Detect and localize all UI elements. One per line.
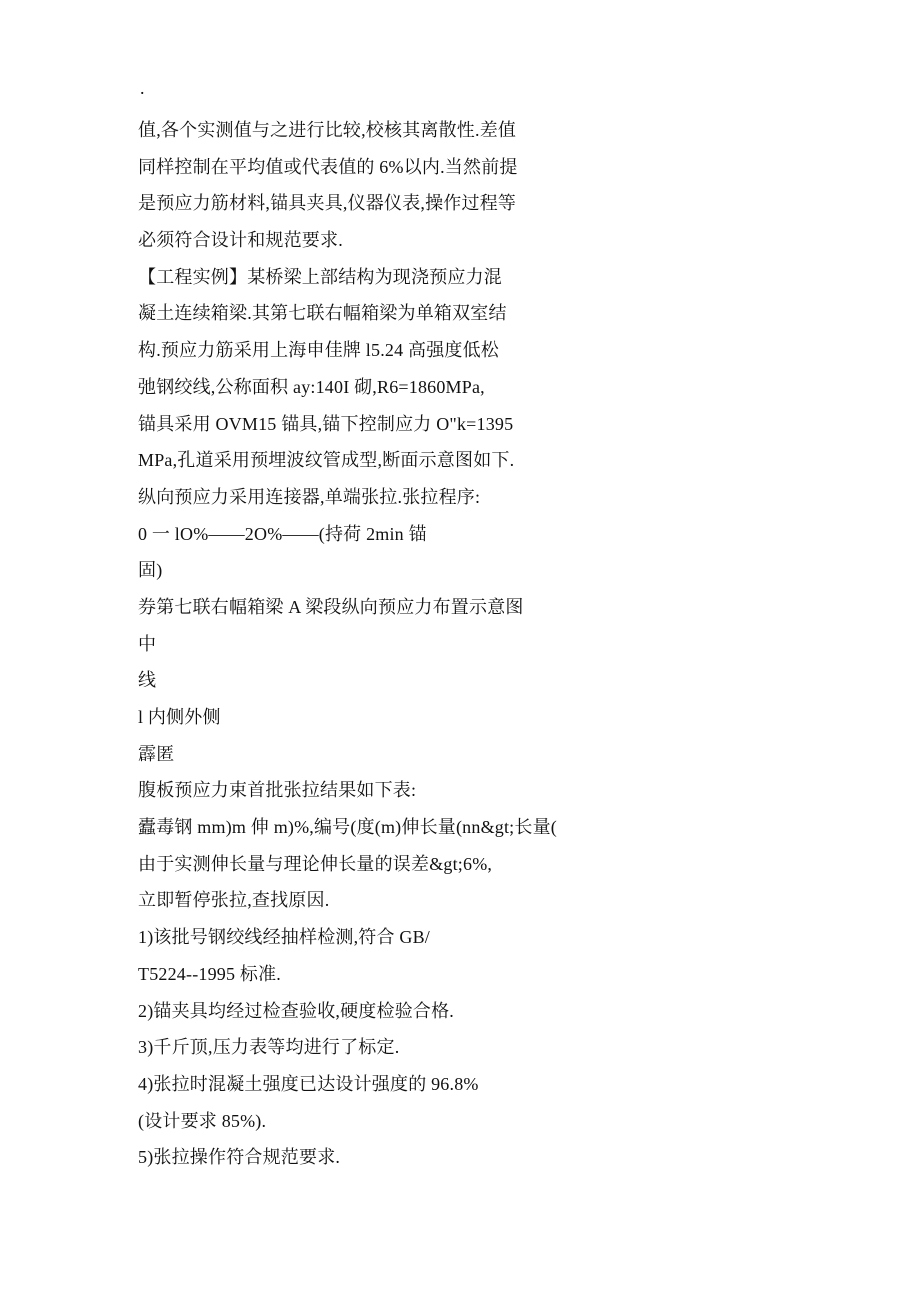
text-line: 线	[138, 670, 157, 691]
text-line: 弛钢绞线,公称面积 ay:140I 砌,R6=1860MPa,	[138, 376, 485, 397]
text-line: 由于实测伸长量与理论伸长量的误差&gt;6%,	[138, 853, 493, 874]
text-line: 5)张拉操作符合规范要求.	[138, 1147, 341, 1168]
text-line: 必须符合设计和规范要求.	[138, 230, 343, 251]
text-line: 霹匿	[138, 743, 175, 764]
text-line: 值,各个实测值与之进行比较,校核其离散性.差值	[138, 120, 517, 140]
text-line: 券第七联右幅箱梁 A 梁段纵向预应力布置示意图	[138, 596, 524, 617]
text-line: 凝土连续箱梁.其第七联右幅箱梁为单箱双室结	[138, 303, 507, 324]
text-line: 构.预应力筋采用上海申佳牌 l5.24 高强度低松	[138, 340, 499, 361]
text-line: 2)锚夹具均经过检查验收,硬度检验合格.	[138, 1000, 454, 1021]
text-line: 腹板预应力束首批张拉结果如下表:	[138, 780, 417, 801]
text-line: 4)张拉时混凝土强度已达设计强度的 96.8%	[138, 1073, 479, 1094]
text-line: 纵向预应力采用连接器,单端张拉.张拉程序:	[138, 486, 481, 507]
text-line: 中	[138, 633, 157, 654]
text-line: 同样控制在平均值或代表值的 6%以内.当然前提	[138, 156, 518, 177]
text-line: T5224--1995 标准.	[138, 963, 281, 984]
text-line: 锚具采用 OVM15 锚具,锚下控制应力 O"k=1395	[138, 413, 514, 434]
text-line: 【工程实例】某桥梁上部结构为现浇预应力混	[138, 266, 502, 287]
text-line: 0 一 lO%——2O%——(持荷 2min 锚	[138, 523, 427, 544]
text-line: (设计要求 85%).	[138, 1110, 267, 1131]
text-line: 蠹毒钢 mm)m 伸 m)%,编号(度(m)伸长量(nn&gt;长量(	[138, 817, 557, 838]
text-line: MPa,孔道采用预埋波纹管成型,断面示意图如下.	[138, 450, 515, 471]
text-line: 固)	[138, 560, 163, 581]
page-top-mark: .	[140, 78, 145, 98]
text-line: l 内侧外侧	[138, 707, 221, 727]
text-line: 是预应力筋材料,锚具夹具,仪器仪表,操作过程等	[138, 193, 517, 214]
text-line: 1)该批号钢绞线经抽样检测,符合 GB/	[138, 927, 430, 948]
document-body	[138, 115, 568, 1179]
text-line: 3)千斤顶,压力表等均进行了标定.	[138, 1037, 400, 1058]
text-line: 立即暂停张拉,查找原因.	[138, 890, 330, 911]
